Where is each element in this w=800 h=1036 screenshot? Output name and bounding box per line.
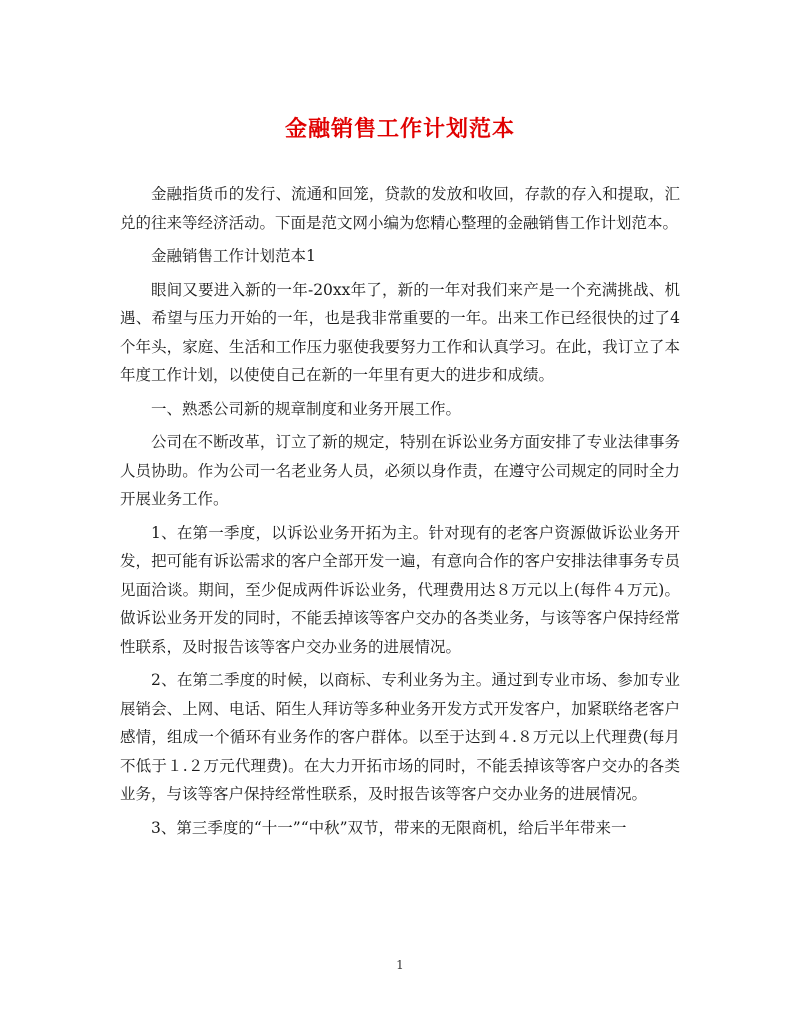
document-body xyxy=(120,180,680,842)
paragraph-q1: 1、在第一季度，以诉讼业务开拓为主。针对现有的老客户资源做诉讼业务开发，把可能有诉讼需求的客户全部开发一遍，有意向合作的客户安排法律事务专员见面洽谈。期间，至少促成两件诉讼业务，代理费用达８万元以上(每件４万元)。做诉讼业务开发的同时，不能丢掉该等客户交办的各类业务，与该等客户保持经常性联系，及时报告该等客户交办业务的进展情况。 xyxy=(120,523,680,656)
paragraph-intro: 金融指货币的发行、流通和回笼，贷款的发放和收回，存款的存入和提取，汇兑的往来等经济活动。下面是范文网小编为您精心整理的金融销售工作计划范本。 xyxy=(120,185,680,232)
paragraph-q2: 2、在第二季度的时候，以商标、专利业务为主。通过到专业市场、参加专业展销会、上网、电话、陌生人拜访等多种业务开发方式开发客户，加紧联络老客户感情，组成一个循环有业务作的客户群体。以至于达到４.８万元以上代理费(每月不低于１.２万元代理费)。在大力开拓市场的同时，不能丢掉该等客户交办的各类业务，与该等客户保持经常性联系，及时报告该等客户交办业务的进展情况。 xyxy=(120,671,680,803)
page-number: 1 xyxy=(396,958,404,972)
paragraph-q3: 3、第三季度的“十一”“中秋”双节，带来的无限商机，给后半年带来一 xyxy=(151,818,627,837)
section-heading: 金融销售工作计划范本1 xyxy=(151,247,316,265)
paragraph-company-reform: 公司在不断改革，订立了新的规定，特别在诉讼业务方面安排了专业法律事务人员协助。作为公司一名老业务人员，必须以身作责，在遵守公司规定的同时全力开展业务工作。 xyxy=(120,433,680,508)
paragraph-opening: 眼间又要进入新的一年-20xx年了，新的一年对我们来产是一个充满挑战、机遇、希望与压力开始的一年，也是我非常重要的一年。出来工作已经很快的过了4个年头，家庭、生活和工作压力驱使我要努力工作和认真学习。在此，我订立了本年度工作计划，以使使自己在新的一年里有更大的进步和成绩。 xyxy=(120,280,680,384)
paragraph-point-one: 一、熟悉公司新的规章制度和业务开展工作。 xyxy=(151,399,462,418)
document-title: 金融销售工作计划范本 xyxy=(284,116,515,142)
